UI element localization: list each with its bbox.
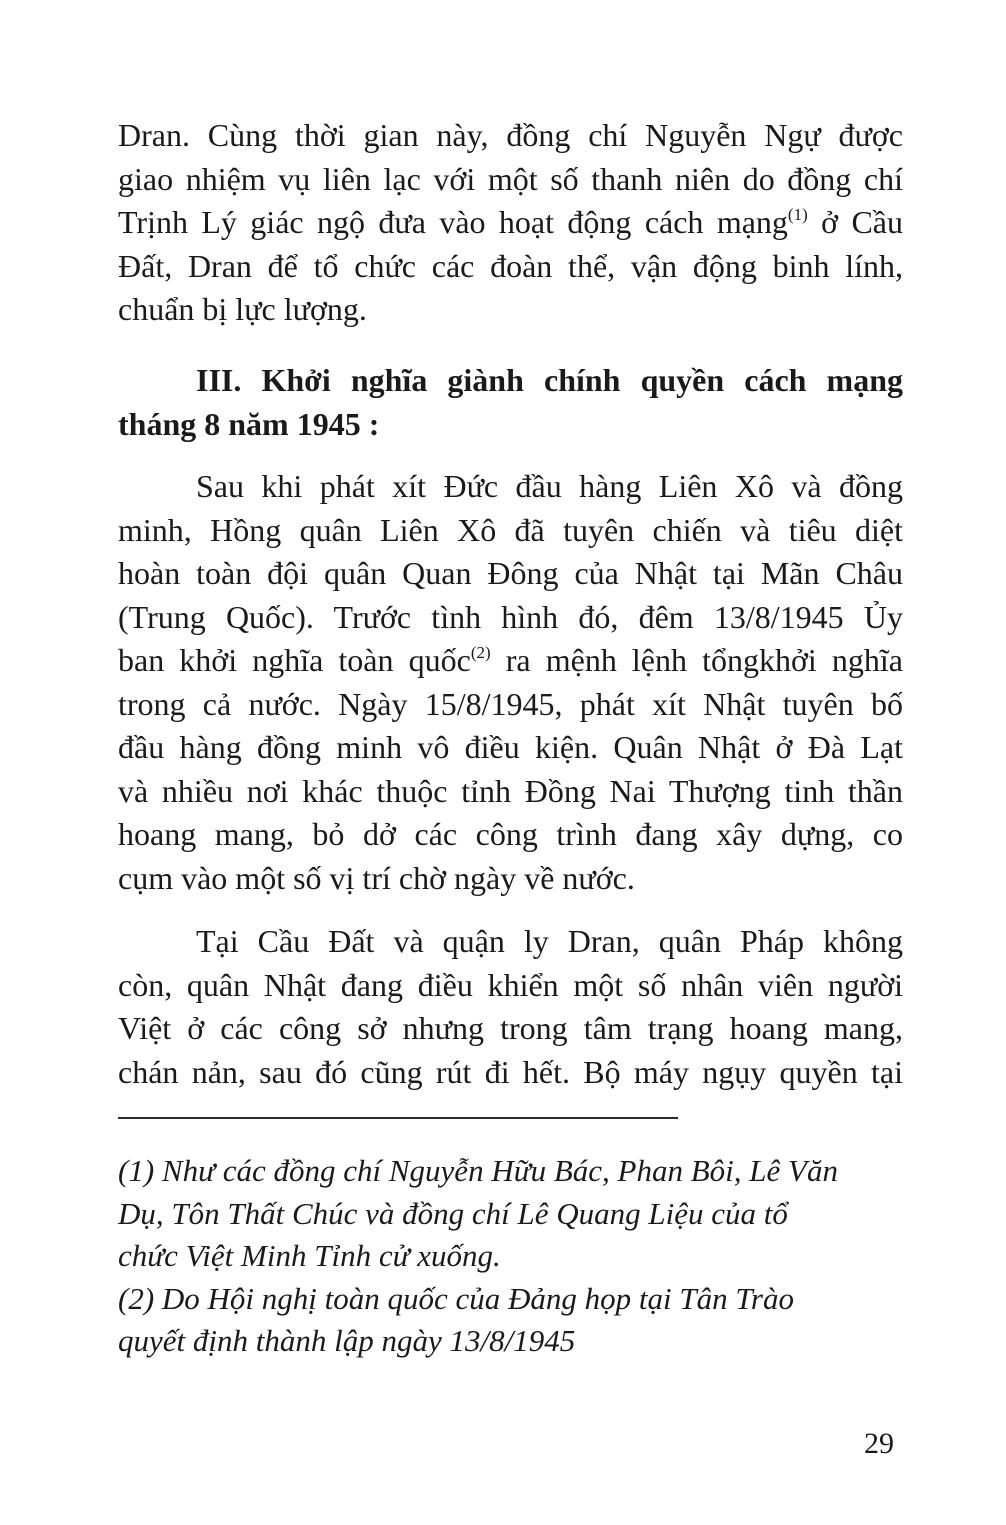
footnote-separator (118, 1117, 678, 1119)
footnote-ref-2: (2) (470, 643, 491, 662)
text-line: Sau khi phát xít Đức đầu hàng Liên Xô và đồng (196, 468, 903, 504)
footnote-2: (2) Do Hội nghị toàn quốc của Đảng họp tại Tân Trào quyết định thành lập ngày 13/8/1945 (118, 1280, 794, 1358)
text-line: Tại Cầu Đất và quận ly Dran, quân Pháp không (196, 923, 903, 959)
text-line: chán nản, sau đó cũng rút đi hết. Bộ máy ngụy quyền tại (118, 1053, 903, 1090)
text-line: Trịnh Lý giác ngộ đưa vào hoạt động cách mạng$^{(1)}$ ở Cầu (118, 204, 904, 240)
text-line: (Trung Quốc). Trước tình hình đó, đêm 13/8/1945 Ủy (118, 598, 903, 635)
heading-line: tháng 8 năm 1945 : (118, 405, 380, 442)
text-line: hoàn toàn đội quân Quan Đông của Nhật tại Mãn Châu (118, 555, 903, 591)
text-line: và nhiều nơi khác thuộc tỉnh Đồng Nai Thượng tinh thần (118, 772, 903, 809)
text-line: minh, Hồng quân Liên Xô đã tuyên chiến và tiêu diệt (118, 511, 903, 548)
text-line: giao nhiệm vụ liên lạc với một số thanh niên do đồng chí (118, 160, 903, 197)
text-line: trong cả nước. Ngày 15/8/1945, phát xít Nhật tuyên bố (118, 685, 903, 722)
text-line: chuẩn bị lực lượng. (118, 291, 367, 327)
footnote-ref-1: (1) (787, 205, 808, 224)
text-line: cụm vào một số vị trí chờ ngày về nước. (118, 859, 635, 896)
footnote-1: (1) Như các đồng chí Nguyễn Hữu Bác, Phan Bôi, Lê Văn Dụ, Tôn Thất Chúc và đồng chí Lê Quang Liệu của tổ chức Việt Minh Tỉnh cử xuống. (118, 1153, 838, 1273)
page-number: 29 (864, 1427, 894, 1460)
text-line: đầu hàng đồng minh vô điều kiện. Quân Nhật ở Đà Lạt (118, 729, 903, 765)
heading-line: III. Khởi nghĩa giành chính quyền cách mạng (196, 362, 903, 398)
text-line: còn, quân Nhật đang điều khiển một số nhân viên người (118, 966, 903, 1003)
paragraph-2 (118, 465, 903, 900)
section-heading (118, 359, 903, 446)
paragraph-1 (118, 114, 903, 332)
text-line: hoang mang, bỏ dở các công trình đang xây dựng, co (118, 816, 903, 852)
paragraph-3 (118, 920, 903, 1094)
footnotes (118, 1150, 913, 1363)
text-line: ban khởi nghĩa toàn quốc$^{(2)}$ ra mệnh lệnh tổngkhởi nghĩa (118, 642, 904, 678)
text-line: Việt ở các công sở nhưng trong tâm trạng hoang mang, (118, 1010, 903, 1046)
text-line: Dran. Cùng thời gian này, đồng chí Nguyễn Ngự được (118, 117, 903, 153)
text-line: Đất, Dran để tổ chức các đoàn thể, vận động binh lính, (118, 247, 903, 284)
